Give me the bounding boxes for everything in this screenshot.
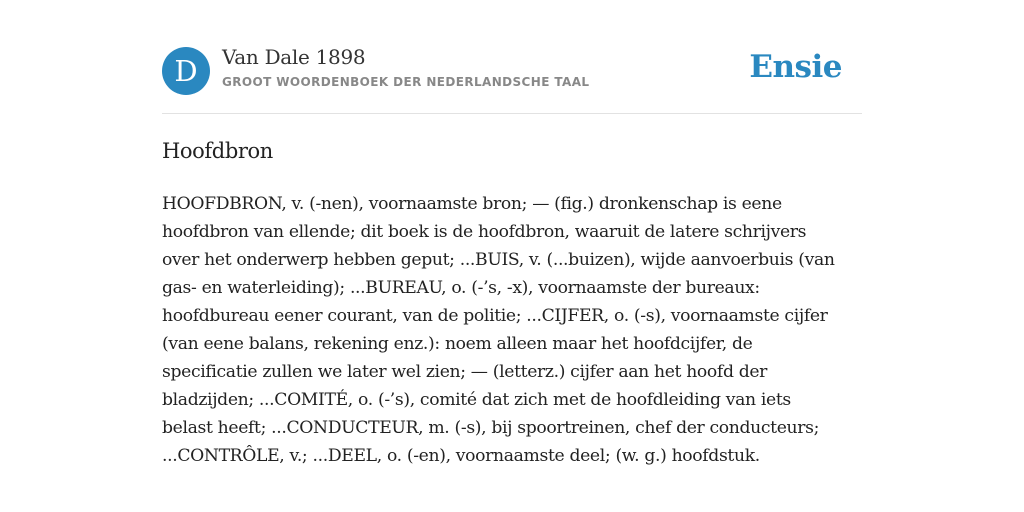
entry-line: HOOFDBRON, v. (-nen), voornaamste bron; — (fig.) dronkenschap is eene	[162, 194, 782, 214]
entry-line: over het onderwerp hebben geput; ...BUIS, v. (...buizen), wijde aanvoerbuis (van	[162, 250, 835, 270]
entry-line: hoofdbron van ellende; dit boek is de hoofdbron, waaruit de latere schrijvers	[162, 222, 807, 242]
divider	[162, 113, 862, 114]
source-avatar[interactable]: D	[162, 47, 210, 95]
ensie-logo[interactable]: Ensie	[749, 49, 842, 85]
entry-line: ...CONTRÔLE, v.; ...DEEL, o. (-en), voornaamste deel; (w. g.) hoofdstuk.	[162, 446, 760, 466]
source-subtitle: GROOT WOORDENBOEK DER NEDERLANDSCHE TAAL	[222, 75, 590, 89]
entry-line: specificatie zullen we later wel zien; — (letterz.) cijfer aan het hoofd der	[162, 362, 768, 382]
entry-line: bladzijden; ...COMITÉ, o. (-’s), comité dat zich met de hoofdleiding van iets	[162, 390, 791, 410]
entry-line: belast heeft; ...CONDUCTEUR, m. (-s), bij spoortreinen, chef der conducteurs;	[162, 418, 820, 438]
header	[162, 45, 862, 97]
entry-line: hoofdbureau eener courant, van de politie; ...CIJFER, o. (-s), voornaamste cijfer	[162, 306, 828, 326]
entry-body	[162, 190, 862, 470]
entry-line: (van eene balans, rekening enz.): noem alleen maar het hoofdcijfer, de	[162, 334, 753, 354]
entry-line: gas- en waterleiding); ...BUREAU, o. (-’s, -x), voornaamste der bureaux:	[162, 278, 760, 298]
entry-title: Hoofdbron	[162, 139, 273, 163]
source-name[interactable]: Van Dale 1898	[222, 45, 366, 69]
